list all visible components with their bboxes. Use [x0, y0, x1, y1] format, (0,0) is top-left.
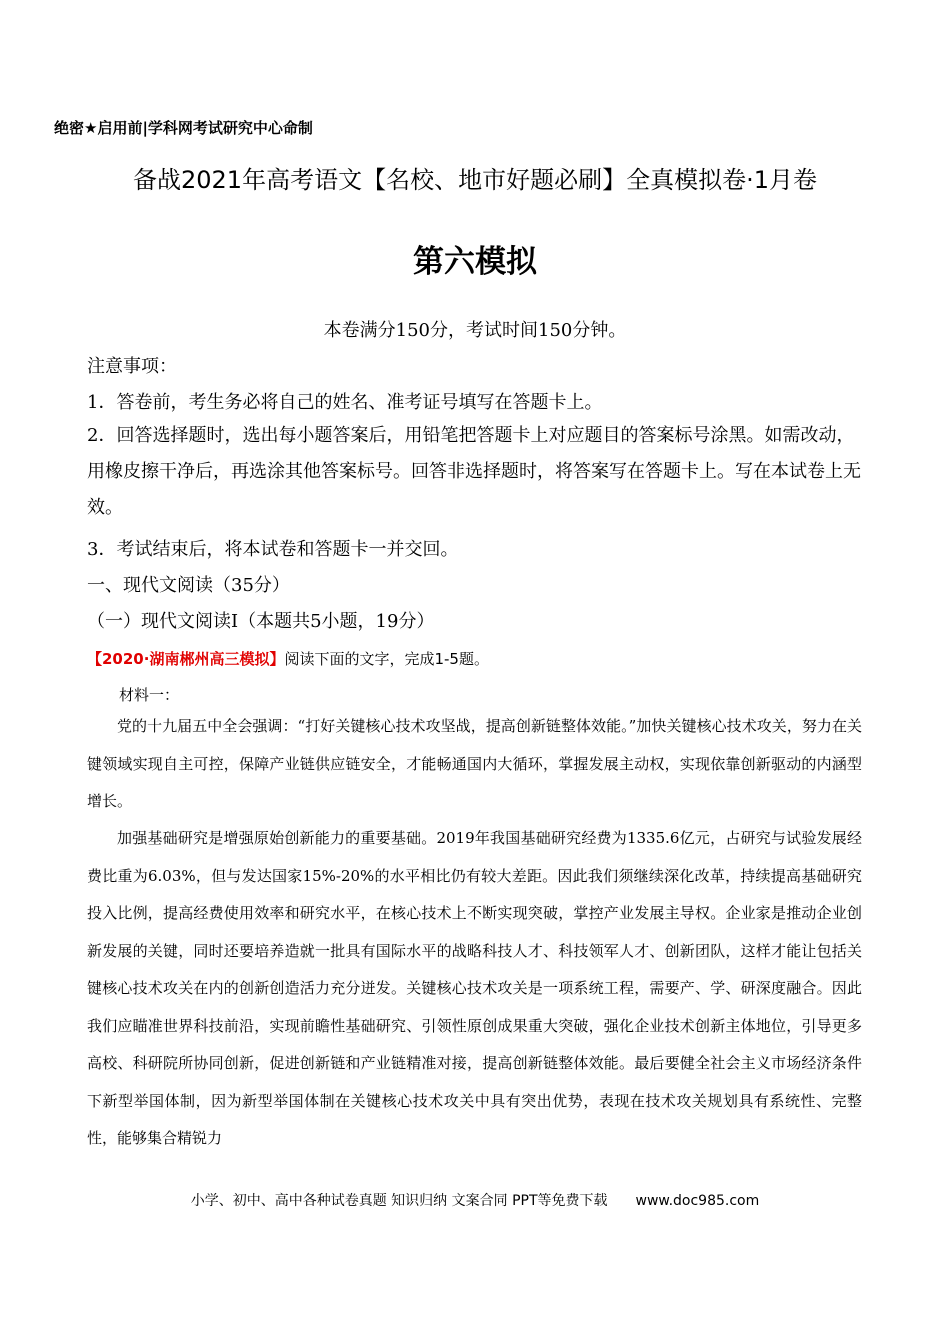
note-item-2: 2．回答选择题时，选出每小题答案后，用铅笔把答题卡上对应题目的答案标号涂黑。如需改动，用橡皮擦干净后，再选涂其他答案标号。回答非选择题时，将答案写在答题卡上。写在本试卷上无效。 [87, 425, 861, 518]
reading-instruction: 阅读下面的文字，完成1-5题。 [284, 650, 489, 668]
footer-site-link[interactable]: www.doc985.com [635, 1193, 760, 1209]
material-paragraph-2: 加强基础研究是增强原始创新能力的重要基础。2019年我国基础研究经费为1335.6亿元，占研究与试验发展经费比重为6.03%，但与发达国家15%-20%的水平相比仍有较大差距。因此我们须继续深化改革，持续提高基础研究投入比例，提高经费使用效率和研究水平，在核心技术上不断实现突破，掌控产业发展主导权。企业家是推动企业创新发展的关键，同时还要培养造就一批具有国际水平的战略科技人才、科技领军人才、创新团队，这样才能让包括关键核心技术攻关在内的创新创造活力充分迸发。关键核心技术攻关是一项系统工程，需要产、学、研深度融合。因此我们应瞄准世界科技前沿，实现前瞻性基础研究、引领性原创成果重大突破，强化企业技术创新主体地位，引导更多高校、科研院所协同创新，促进创新链和产业链精准对接，提高创新链整体效能。最后要健全社会主义市场经济条件下新型举国体制，因为新型举国体制在关键核心技术攻关中具有突出优势，表现在技术攻关规划具有系统性、完整性，能够集合精锐力 [87, 829, 862, 1147]
footer-text: 小学、初中、高中各种试卷真题 知识归纳 文案合同 PPT等免费下载 [190, 1193, 608, 1209]
material-label: 材料一： [119, 686, 180, 704]
exam-info: 本卷满分150分，考试时间150分钟。 [323, 320, 627, 341]
document-title: 备战2021年高考语文【名校、地市好题必刷】全真模拟卷·1月卷 [133, 166, 817, 194]
material-paragraph-1: 党的十九届五中全会强调：“打好关键核心技术攻坚战，提高创新链整体效能。”加快关键核心技术攻关，努力在关键领域实现自主可控，保障产业链供应链安全，才能畅通国内大循环，掌握发展主动权，实现依靠创新驱动的内涵型增长。 [87, 717, 862, 810]
notes-heading: 注意事项： [87, 356, 177, 377]
source-line [87, 648, 489, 669]
note-item-1: 1．答卷前，考生务必将自己的姓名、准考证号填写在答题卡上。 [87, 392, 603, 413]
section-subheading: （一）现代文阅读Ⅰ（本题共5小题，19分） [87, 611, 435, 632]
source-tag: 【2020·湖南郴州高三模拟】 [87, 650, 285, 668]
note-item-3: 3．考试结束后，将本试卷和答题卡一并交回。 [87, 539, 459, 560]
footer [0, 1190, 950, 1210]
confidential-note: 绝密★启用前|学科网考试研究中心命制 [54, 119, 313, 137]
document-subtitle: 第六模拟 [413, 244, 537, 280]
section-heading: 一、现代文阅读（35分） [87, 575, 290, 596]
